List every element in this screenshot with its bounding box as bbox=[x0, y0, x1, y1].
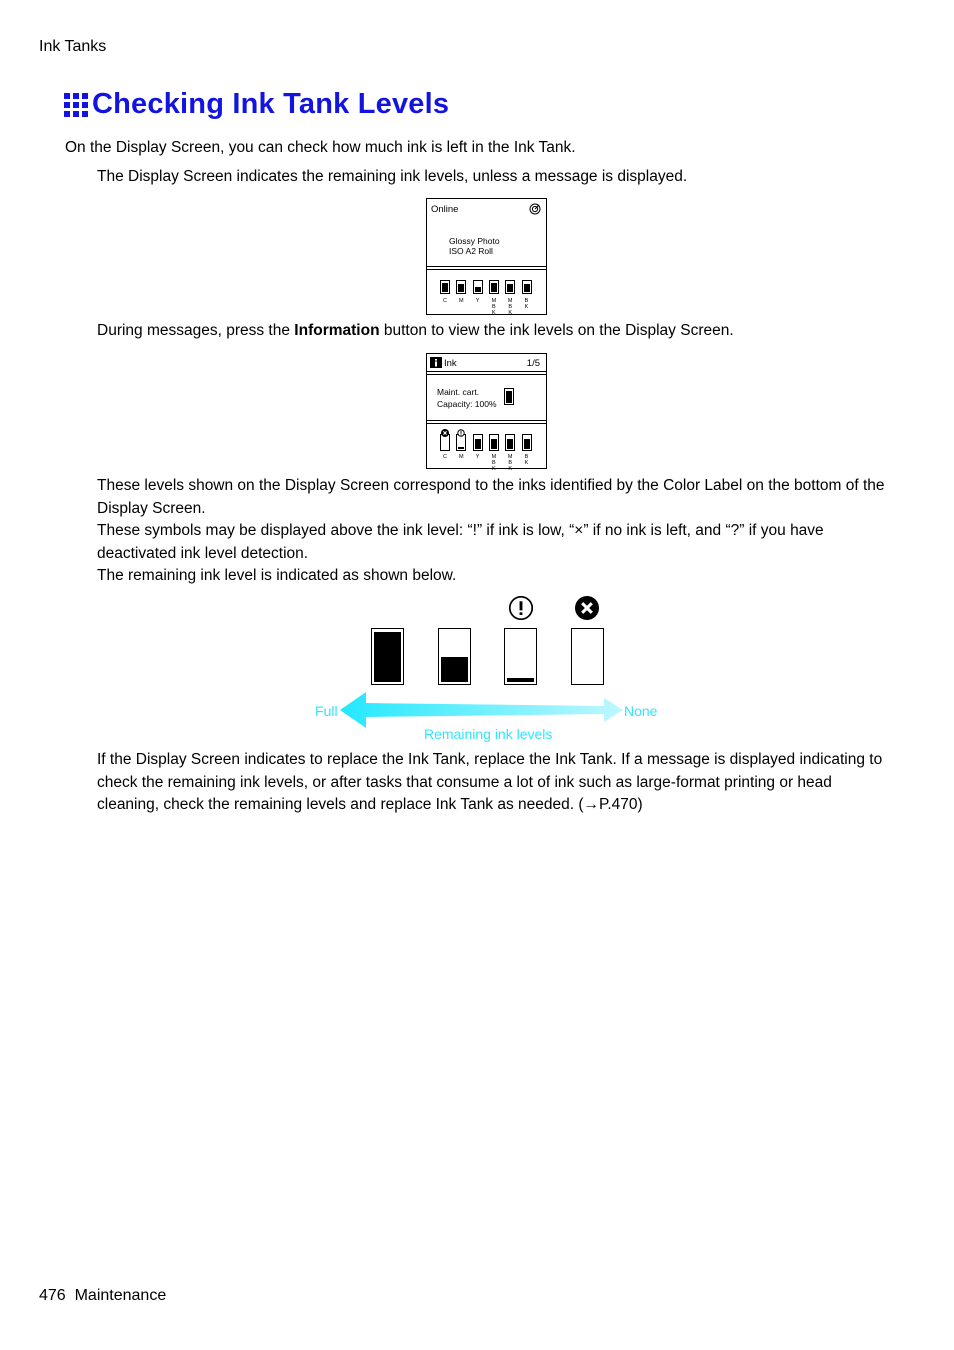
symbols-line: These symbols may be displayed above the ink level: “!” if ink is low, “×” if no ink is left, and “?” if you have deactivated ink level detection. bbox=[97, 522, 824, 562]
ink-tank bbox=[489, 434, 499, 451]
ink-level-diagram bbox=[310, 592, 662, 744]
remaining-levels-caption: Remaining ink levels bbox=[424, 726, 553, 742]
ink-color-label: M B K bbox=[507, 298, 513, 316]
ink-empty-icon bbox=[441, 424, 449, 442]
ink-level-fill bbox=[507, 284, 513, 293]
ink-tank bbox=[440, 280, 450, 294]
ink-tank-row bbox=[427, 354, 546, 472]
ink-tank-row bbox=[427, 199, 546, 314]
full-to-none-arrow-icon bbox=[340, 690, 625, 730]
ink-tank bbox=[456, 280, 466, 294]
ink-level-fill bbox=[524, 439, 530, 449]
ink-tank bbox=[489, 280, 499, 294]
levels-line: These levels shown on the Display Screen correspond to the inks identified by the Color Label on the bottom of the Display Screen. bbox=[97, 477, 885, 517]
level-tank bbox=[504, 628, 537, 685]
ink-level-fill bbox=[458, 447, 464, 449]
display-screen-online bbox=[426, 198, 547, 315]
status-label: Online bbox=[431, 204, 459, 215]
media-type: Glossy Photo bbox=[449, 236, 500, 246]
during-text: During messages, press the bbox=[97, 322, 295, 339]
maint-capacity: Capacity: 100% bbox=[437, 399, 497, 409]
ink-level-fill bbox=[475, 439, 481, 449]
indicated-line: The remaining ink level is indicated as shown below. bbox=[97, 567, 457, 584]
ink-level-fill bbox=[491, 439, 497, 449]
footer-section: Maintenance bbox=[74, 1287, 167, 1304]
ink-color-label: M bbox=[459, 298, 464, 304]
ink-tank bbox=[505, 280, 515, 294]
ink-color-label: Y bbox=[475, 454, 480, 460]
ink-color-label: M B K bbox=[507, 454, 513, 472]
level-tank bbox=[571, 628, 604, 685]
ink-color-label: M bbox=[459, 454, 464, 460]
page-footer bbox=[39, 1287, 166, 1305]
level-tank bbox=[438, 628, 471, 685]
ink-tank bbox=[522, 280, 532, 294]
ink-tank bbox=[522, 434, 532, 451]
ink-tank bbox=[473, 280, 483, 294]
ink-level-fill bbox=[524, 284, 530, 292]
ink-level-fill bbox=[442, 283, 448, 292]
media-size: ISO A2 Roll bbox=[449, 246, 493, 256]
ink-level-fill bbox=[475, 287, 481, 293]
ink-level-fill bbox=[507, 439, 513, 449]
ink-color-label: C bbox=[443, 454, 447, 460]
running-header: Ink Tanks bbox=[39, 38, 107, 55]
page-title-block bbox=[64, 88, 449, 121]
level-tank bbox=[371, 628, 404, 685]
indicates-paragraph: The Display Screen indicates the remaining ink levels, unless a message is displayed. bbox=[97, 168, 688, 185]
none-label: None bbox=[624, 703, 658, 719]
during-paragraph bbox=[97, 320, 734, 343]
page-number: 476 bbox=[39, 1287, 66, 1304]
ink-color-label: C bbox=[443, 298, 447, 304]
maint-cart-label: Maint. cart. bbox=[437, 387, 480, 397]
display-screen-ink bbox=[426, 353, 547, 472]
ink-level-fill bbox=[458, 284, 464, 293]
level-fill bbox=[441, 657, 468, 682]
ink-low-icon bbox=[457, 424, 465, 442]
level-tank-row bbox=[310, 592, 662, 692]
page-title: Checking Ink Tank Levels bbox=[92, 88, 450, 120]
intro-paragraph: On the Display Screen, you can check how much ink is left in the Ink Tank. bbox=[65, 139, 576, 156]
levels-paragraph bbox=[97, 475, 887, 588]
ink-color-label: M B K bbox=[491, 298, 497, 316]
ink-tank bbox=[473, 434, 483, 451]
ink-color-label: B K bbox=[524, 454, 529, 466]
ink-low-icon bbox=[509, 596, 533, 625]
ink-color-label: Y bbox=[475, 298, 480, 304]
ink-tank bbox=[505, 434, 515, 451]
replace-paragraph: If the Display Screen indicates to replace the Ink Tank, replace the Ink Tank. If a message is displayed indicating to check the remaining ink levels, or after tasks that consume a lot of ink such as large-format printing or head cleaning, check the remaining levels and replace Ink Tank as needed. (→P.470) bbox=[97, 751, 883, 813]
information-button-name: Information bbox=[294, 322, 380, 339]
grid-icon bbox=[64, 93, 88, 117]
screen-page: 1/5 bbox=[526, 358, 540, 369]
ink-level-fill bbox=[491, 283, 497, 292]
during-text-end: button to view the ink levels on the Display Screen. bbox=[379, 322, 734, 339]
full-label: Full bbox=[315, 703, 338, 719]
level-fill bbox=[507, 678, 534, 682]
ink-color-label: B K bbox=[524, 298, 529, 310]
screen-title: Ink bbox=[444, 358, 457, 369]
ink-empty-icon bbox=[575, 596, 599, 625]
level-fill bbox=[374, 632, 401, 682]
ink-color-label: M B K bbox=[491, 454, 497, 472]
